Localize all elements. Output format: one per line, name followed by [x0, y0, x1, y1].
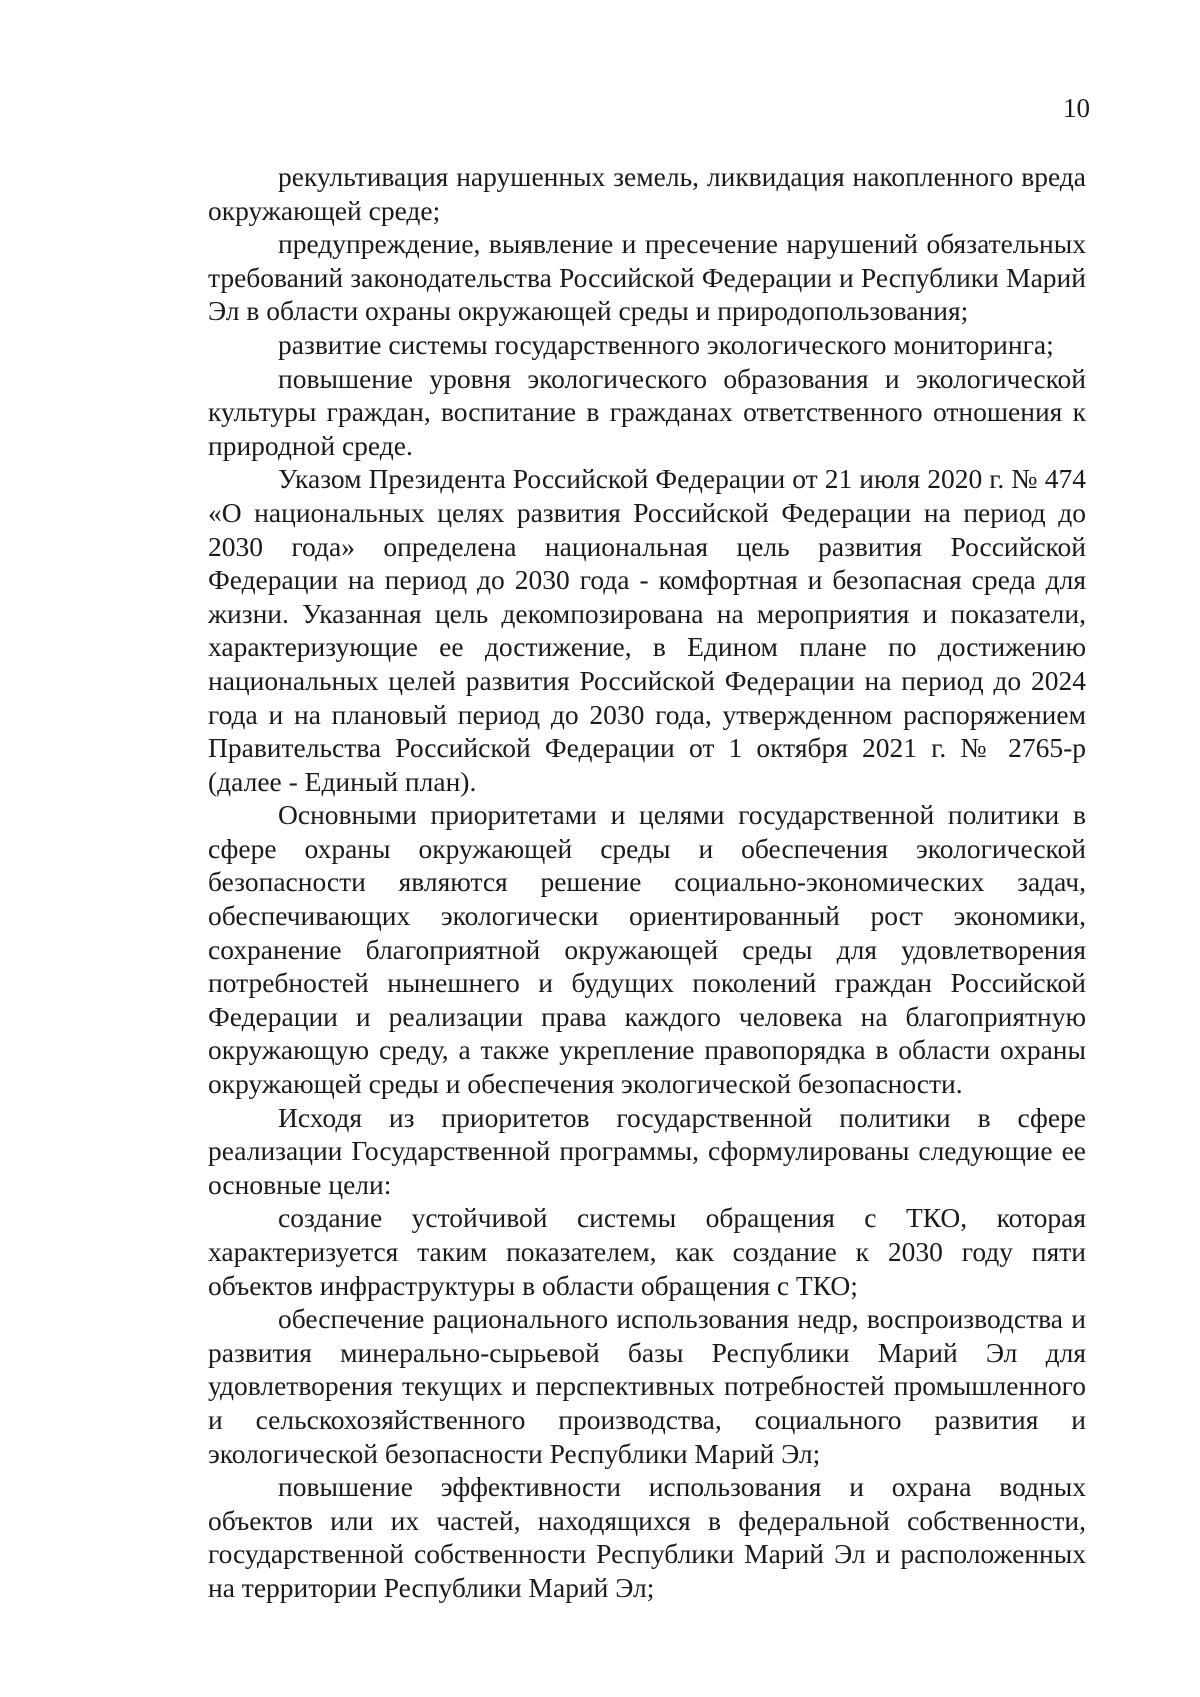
- paragraph-ecological-education: повышение уровня экологического образования и экологической культуры граждан, воспитание в гражданах ответственного отношения к природной среде.: [208, 362, 1086, 461]
- paragraph-ecological-monitoring: развитие системы государственного экологического мониторинга;: [278, 328, 1054, 360]
- paragraph-goal-waste-system: создание устойчивой системы обращения с ТКО, которая характеризуется таким показателем, как создание к 2030 году пяти объектов инфраструктуры в области обращения с ТКО;: [208, 1202, 1086, 1301]
- paragraph-goal-subsoil-use: обеспечение рационального использования недр, воспроизводства и развития минерально-сырьевой базы Республики Марий Эл для удовлетворения текущих и перспективных потребностей промышленного и сельскохозяйственного производства, социального развития и экологической безопасности Республики Марий Эл;: [208, 1303, 1086, 1469]
- paragraph-policy-priorities: Основными приоритетами и целями государственной политики в сфере охраны окружающей среды и обеспечения экологической безопасности являются решение социально-экономических задач, обеспечивающих экологически ориентированный рост экономики, сохранение благоприятной окружающей среды для удовлетворения потребностей нынешнего и будущих поколений граждан Российской Федерации и реализации права каждого человека на благоприятную окружающую среду, а также укрепление правопорядка в области охраны окружающей среды и обеспечения экологической безопасности.: [208, 799, 1086, 1100]
- paragraph-goal-water-objects: повышение эффективности использования и охрана водных объектов или их частей, находящихся в федеральной собственности, государственной собственности Республики Марий Эл и расположенных на территории Республики Марий Эл;: [208, 1471, 1086, 1603]
- page-number: 10: [1063, 93, 1090, 123]
- document-body: [208, 160, 1086, 1605]
- paragraph-program-goals-intro: Исходя из приоритетов государственной политики в сфере реализации Государственной программы, сформулированы следующие ее основные цели:: [208, 1101, 1086, 1200]
- paragraph-presidential-decree: Указом Президента Российской Федерации от 21 июля 2020 г. № 474 «О национальных целях развития Российской Федерации на период до 2030 года» определена национальная цель развития Российской Федерации на период до 2030 года - комфортная и безопасная среда для жизни. Указанная цель декомпозирована на мероприятия и показатели, характеризующие ее достижение, в Едином плане по достижению национальных целей развития Российской Федерации на период до 2024 года и на плановый период до 2030 года, утвержденном распоряжением Правительства Российской Федерации от 1 октября 2021 г. № 2765-р (далее - Единый план).: [208, 463, 1086, 797]
- paragraph-land-reclamation: рекультивация нарушенных земель, ликвидация накопленного вреда окружающей среде;: [208, 161, 1086, 226]
- paragraph-violations-prevention: предупреждение, выявление и пресечение нарушений обязательных требований законодательства Российской Федерации и Республики Марий Эл в области охраны окружающей среды и природопользования;: [208, 228, 1086, 327]
